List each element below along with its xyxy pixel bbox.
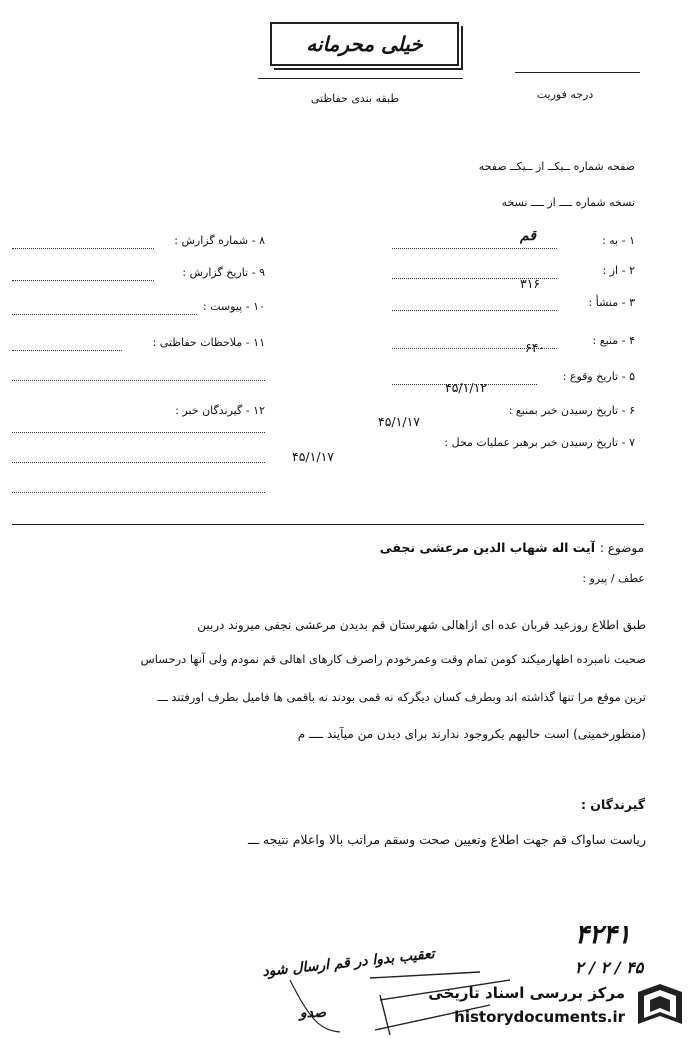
urgency-line xyxy=(515,72,640,73)
field-occurrence-date-label: ۵ - تاریخ وقوع : xyxy=(562,370,635,383)
recipients-heading: گیرندگان : xyxy=(580,797,645,812)
body-line-1: طبق اطلاع روزعید قربان عده ای ازاهالی شهرستان قم بدیدن مرعشی نجفی میروند دربین xyxy=(197,618,646,632)
field-recipients-line-3 xyxy=(12,492,265,493)
body-line-4: (منظورخمینی) است حالیهم یکروجود ندارند برای دیدن من میآیند ــــ م xyxy=(297,727,646,741)
field-recipients-line-1 xyxy=(12,432,265,433)
field-origin-line xyxy=(392,310,557,311)
field-source-label: ۴ - منبع : xyxy=(592,334,635,347)
field-occurrence-date-value: ۴۵/۱/۱۲ xyxy=(445,380,487,395)
page-number-line: صفحه شماره ــیکــ از ــیکــ صفحه xyxy=(478,160,635,173)
subject-value: آیت اله شهاب الدین مرعشی نجفی xyxy=(379,540,595,555)
classification-label: طبقه بندی حفاظتی xyxy=(310,92,400,105)
field-from-value: ۳۱۶ xyxy=(520,276,541,291)
field-recipients-label: ۱۲ - گیرندگان خبر : xyxy=(175,404,265,417)
field-operations-received-label: ۷ - تاریخ رسیدن خبر برهبر عملیات محل : xyxy=(444,436,635,449)
field-security-notes-label: ۱۱ - ملاحظات حفاظتی : xyxy=(152,336,265,349)
field-attachment-label: ۱۰ - پیوست : xyxy=(202,300,265,313)
watermark-url: historydocuments.ir xyxy=(454,1008,625,1026)
field-to-label: ۱ - به : xyxy=(601,234,635,247)
field-report-date-label: ۹ - تاریخ گزارش : xyxy=(182,266,265,279)
field-from-label: ۲ - از : xyxy=(602,264,635,277)
body-line-2: صحبت نامبرده اظهارمیکند کومن تمام وقت وعمرخودم راصرف کارهای اهالی قم نمودم ولی آنها درحساس xyxy=(140,652,646,666)
archive-logo-icon xyxy=(630,980,688,1030)
section-divider xyxy=(12,524,644,525)
urgency-label: درجه فوریت xyxy=(536,88,594,101)
handwritten-signature: صدو xyxy=(300,1005,326,1021)
field-report-date-line xyxy=(12,280,154,281)
stamp-text: خیلی محرمانه xyxy=(306,32,423,56)
reference-label: عطف / پیرو : xyxy=(582,572,645,585)
field-security-notes-line-2 xyxy=(12,380,265,381)
handwritten-number: ۴۲۴۱ xyxy=(575,920,631,950)
field-report-number-line xyxy=(12,248,154,249)
handwritten-note: تعقیب بدوا در قم ارسال شود xyxy=(261,946,436,980)
field-security-notes-line xyxy=(12,350,122,351)
subject-label: موضوع : xyxy=(600,541,645,555)
field-attachment-line xyxy=(12,314,197,315)
body-line-3: ترین موقع مرا تنها گذاشته اند وبطرف کسان دیگرکه نه قمی بودند نه باقمی ها فامیل بطرف اورفتند ـــ xyxy=(157,690,646,704)
recipients-line: ریاست ساواک قم جهت اطلاع وتعیین صحت وسقم مراتب بالا واعلام نتیجه ـــ xyxy=(247,832,646,847)
field-to-line xyxy=(392,248,557,249)
field-to-value: قم xyxy=(520,228,537,244)
classification-stamp xyxy=(270,22,459,66)
watermark-title: مرکز بررسی اسناد تاریخی xyxy=(428,984,625,1002)
classification-line xyxy=(258,78,463,79)
field-recipients-line-2 xyxy=(12,462,265,463)
copy-number-line: نسخه شماره ــــ از ــــ نسخه xyxy=(501,196,635,209)
field-source-received-label: ۶ - تاریخ رسیدن خبر بمنبع : xyxy=(508,404,635,417)
field-source-value: ۶۴۰ xyxy=(525,340,546,355)
field-operations-received-value: ۴۵/۱/۱۷ xyxy=(292,449,334,464)
handwritten-date: ۲ / ۲ / ۴۵ xyxy=(575,958,644,977)
field-source-received-value: ۴۵/۱/۱۷ xyxy=(378,414,420,429)
field-report-number-label: ۸ - شماره گزارش : xyxy=(174,234,265,247)
field-origin-label: ۳ - منشأ : xyxy=(588,296,635,309)
